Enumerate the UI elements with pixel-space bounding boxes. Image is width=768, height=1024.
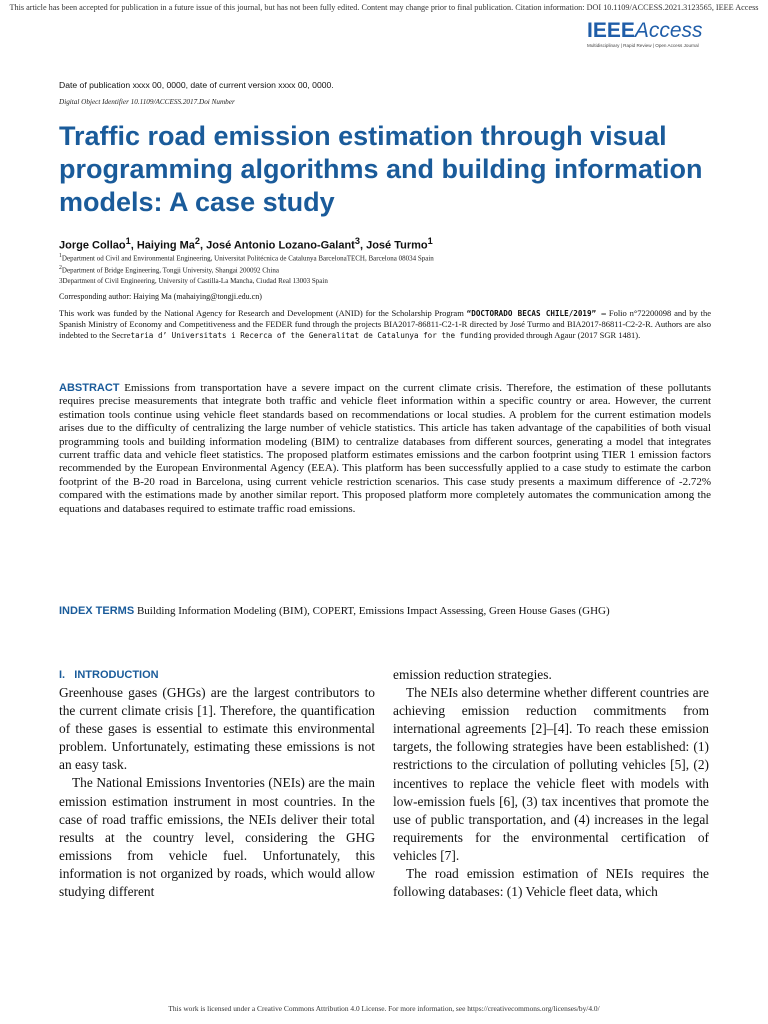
author-sup: 1 [427, 236, 433, 246]
affiliation-sup: 1 [59, 253, 62, 259]
logo-tagline: Multidisciplinary | Rapid Review | Open Access Journal [587, 43, 699, 48]
journal-logo [587, 20, 737, 48]
funding-statement [59, 308, 711, 341]
affiliation-sup: 2 [59, 265, 62, 271]
paragraph: The NEIs also determine whether different countries are achieving emission reduction commitments from international agreements [2]–[4]. To reach these emission targets, the following strategies have been established: (1) restrictions to the circulation of polluting vehicles [5], (2) incentives to replace the vehicle fleet with models with low-emission fuels [6], (3) tax incentives that promote the use of public transportation, and (4) increases in the legal requirements for the environmental certification of vehicles [7]. [393, 685, 709, 863]
publication-banner: This article has been accepted for publication in a future issue of this journal, but has not been fully edited. Content may change prior to final publication. Citation information: DOI 10.1109/ACCESS.2021.3123565, IEEE Access [9, 3, 759, 12]
logo-brand: IEEE [587, 19, 635, 42]
author-sup: 2 [194, 236, 201, 246]
logo-suffix: Access [634, 19, 703, 42]
body-column-right [393, 666, 709, 901]
license-footer: This work is licensed under a Creative Commons Attribution 4.0 License. For more information, see https://creativecommons.org/licenses/by/4.0/ [168, 1004, 600, 1013]
author-list: Jorge Collao$^1$, Haiying Ma$^2$, José Antonio Lozano-Galant$^3$, José Turmo$^1$ [59, 236, 433, 252]
doi-line: Digital Object Identifier 10.1109/ACCESS.2017.Doi Number [59, 98, 235, 106]
author-sup: 1 [125, 236, 131, 246]
paper-title: Traffic road emission estimation through visual programming algorithms and building information models: A case study [59, 121, 703, 217]
funding-program: “DOCTORADO BECAS CHILE/2019” – [466, 309, 606, 318]
funding-text: Folio n°72200098 and by the Spanish Ministry of Economy and Competitiveness and the FEDER fund through the projects BIA2017-86811-C2-1-R directed by José Turmo and BIA2017-86811-C2-2-R. Authors are also indebted to the Secre [59, 308, 711, 340]
index-terms [59, 605, 711, 619]
corresponding-author: Corresponding author: Haiying Ma (mahaiying@tongji.edu.cn) [59, 292, 262, 301]
author-name: José Turmo [366, 239, 428, 252]
abstract-label: ABSTRACT [59, 382, 120, 394]
abstract [59, 382, 711, 516]
author-name: Jorge Collao [59, 239, 126, 252]
affiliation-text: Department od Civil and Environmental Engineering, Universitat Politécnica de Catalunya BarcelonaTECH, Barcelona 08034 Spain [61, 254, 434, 263]
paragraph: The road emission estimation of NEIs requires the following databases: (1) Vehicle fleet data, which [393, 866, 709, 900]
paragraph: Greenhouse gases (GHGs) are the largest contributors to the current climate crisis [1]. Therefore, the quantification of these gases is essential to estimate this environmental problem. Unfortunately, estimating these emissions is not an easy task. [59, 685, 375, 773]
author-name: José Antonio Lozano-Galant [206, 239, 355, 252]
section-heading: I. INTRODUCTION [59, 669, 159, 681]
abstract-text: Emissions from transportation have a severe impact on the current climate crisis. Therefore, the estimation of these pollutants requires precise measurements that integrate both traffic and vehicle fleet information within a specific country or area. However, the current estimation tools continue using vehicle fleet standards based on recommendations or local studies. A problem for the current estimation models arises due to the difficulty of centralizing the large number of vehicle statistics. This article has taken advantage of the capabilities of both visual programming tools and building information modeling (BIM) to centralize databases from different sources, generating a model that integrates current traffic data and vehicle fleet statistics. The proposed platform estimates emissions and the carbon footprint using TIER 1 emission factors recommended by the European Environmental Agency (EEA). This platform has been successfully applied to a case study to estimate the carbon footprint of the B-20 road in Barcelona, using current vehicle restriction scenarios. This case study presents a maximum difference of -2.72% compared with the estimations made by another similar report. This proposed platform more completely automates the communication among the equations and databases required to estimate traffic road emissions. [59, 382, 712, 515]
index-terms-label: INDEX TERMS [59, 605, 135, 617]
affiliation [59, 253, 434, 262]
affiliation-text: 3Department of Civil Engineering, University of Castilla-La Mancha, Ciudad Real 13003 Spain [59, 277, 328, 285]
funding-agency: taria d’ Universitats i Recerca of the Generalitat de Catalunya for the funding [130, 331, 492, 340]
paragraph: The National Emissions Inventories (NEIs) are the main emission estimation instrument in most countries. In the case of road traffic emissions, the NEIs deliver their total results at the country level, considering the GHG emissions from vehicle fuel. Unfortunately, this information is not organized by roads, which would allow studying different [59, 775, 375, 900]
funding-text: This work was funded by the National Agency for Research and Development (ANID) for the Scholarship Program [59, 308, 467, 318]
affiliation-text: Department of Bridge Engineering, Tongji University, Shangai 200092 China [61, 266, 279, 275]
body-column-left [59, 666, 375, 901]
author-name: Haiying Ma [136, 239, 195, 252]
publication-date: Date of publication xxxx 00, 0000, date of current version xxxx 00, 0000. [59, 80, 334, 90]
affiliation [59, 277, 328, 285]
funding-text: provided through Agaur (2017 SGR 1481). [491, 330, 641, 340]
paragraph: emission reduction strategies. [393, 667, 552, 682]
author-sup: 3 [354, 236, 360, 246]
index-terms-text: Building Information Modeling (BIM), COPERT, Emissions Impact Assessing, Green House Gases (GHG) [136, 605, 610, 617]
affiliation [59, 265, 279, 274]
